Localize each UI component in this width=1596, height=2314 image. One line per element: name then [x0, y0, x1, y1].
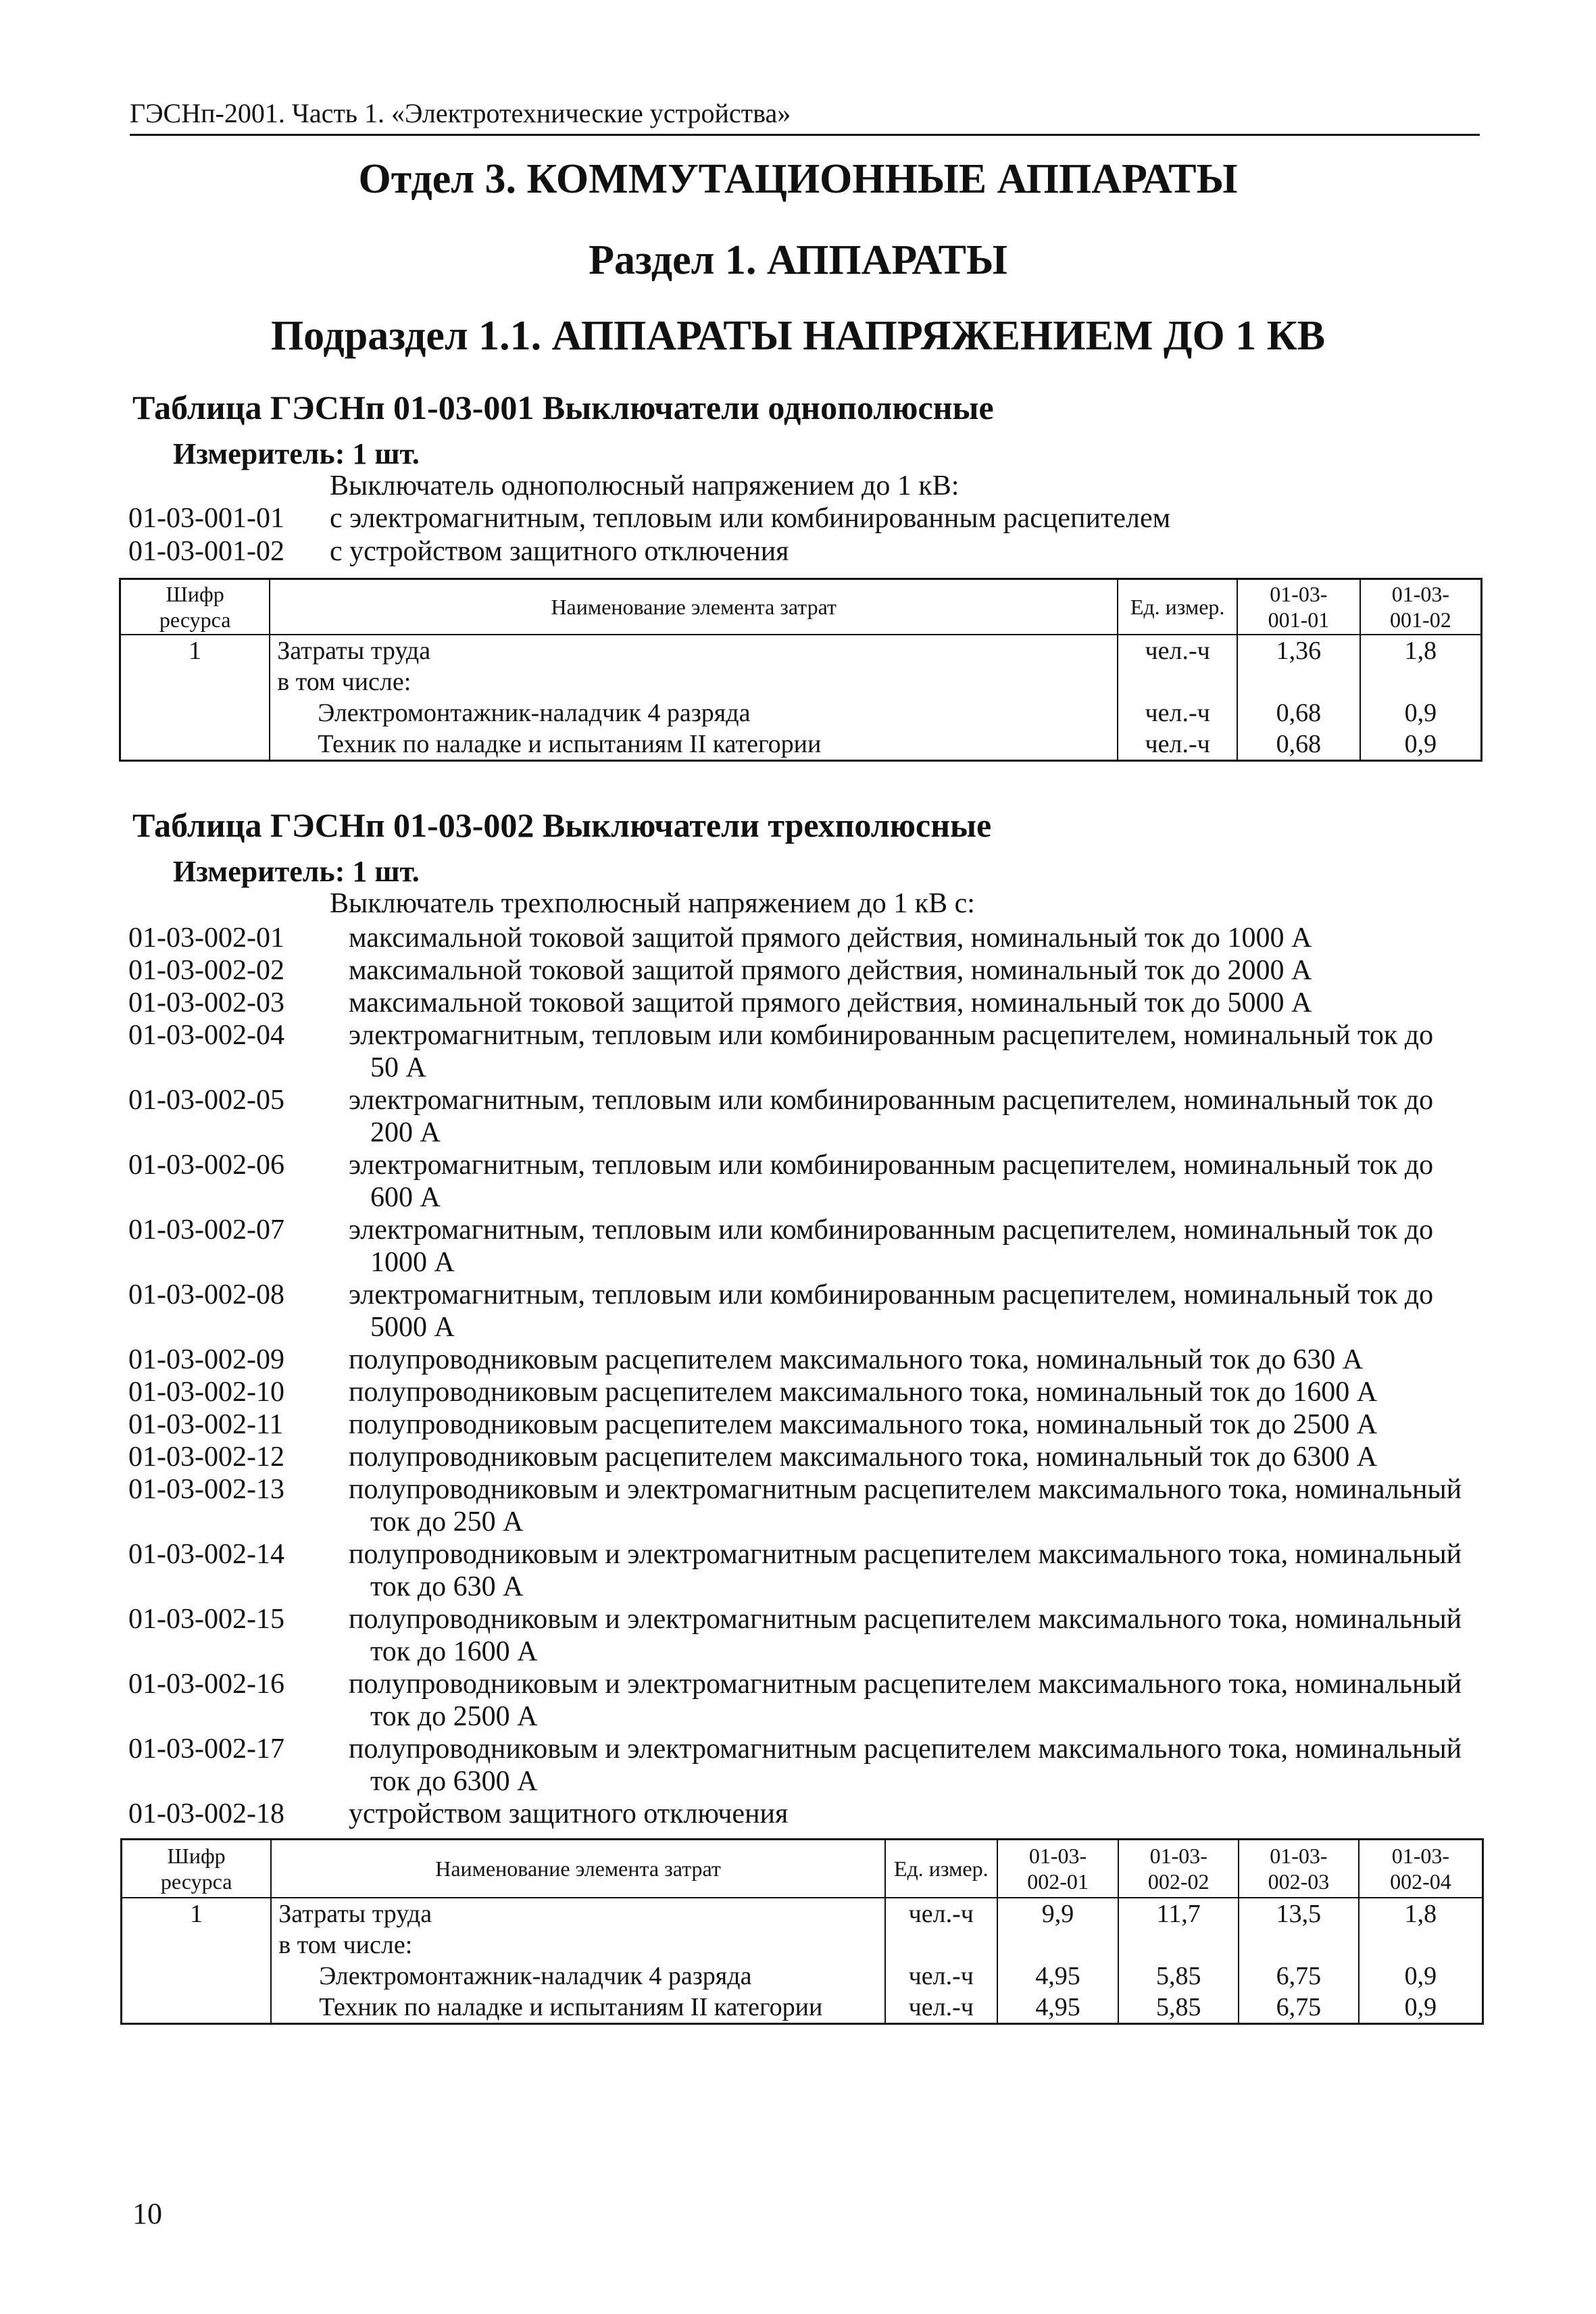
item-code: 01-03-002-08: [128, 1279, 284, 1310]
table-row: [120, 666, 1482, 697]
row-unit: [885, 1929, 997, 1961]
row-resource: 1: [122, 1898, 272, 1929]
item-code: 01-03-001-02: [128, 536, 284, 567]
item-code: 01-03-002-17: [128, 1733, 284, 1765]
row-value: 1,36: [1237, 635, 1360, 666]
item-desc: максимальной токовой защитой прямого действия, номинальный ток до 5000 А: [349, 987, 1312, 1018]
running-header: ГЭСНп-2001. Часть 1. «Электротехнические устройства»: [130, 95, 1480, 136]
row-unit: чел.-ч: [1118, 697, 1237, 729]
table-row: [122, 1898, 1483, 1929]
row-unit: чел.-ч: [1118, 635, 1237, 666]
row-name: Затраты труда: [270, 635, 1118, 666]
table1-measure-label: Измеритель:: [173, 437, 345, 470]
item-code: 01-03-002-01: [128, 922, 284, 954]
header-resource: Шифр ресурса: [122, 1840, 272, 1898]
row-resource: [120, 729, 270, 761]
item-desc-wrap: ток до 6300 А: [370, 1766, 538, 1797]
table1-measure-value: 1 шт.: [352, 437, 420, 470]
row-value: 0,68: [1237, 697, 1360, 729]
row-value: [1359, 1929, 1483, 1961]
table-row: [122, 1992, 1483, 2024]
item-desc: электромагнитным, тепловым или комбинированным расцепителем, номинальный ток до: [349, 1150, 1434, 1181]
row-resource: [120, 666, 270, 697]
row-resource: [122, 1992, 272, 2024]
item-desc-wrap: ток до 250 А: [370, 1506, 524, 1537]
item-desc: с устройством защитного отключения: [330, 536, 789, 567]
item-desc-wrap: 50 А: [370, 1052, 426, 1083]
item-code: 01-03-002-06: [128, 1150, 284, 1181]
item-desc: максимальной токовой защитой прямого действия, номинальный ток до 2000 А: [349, 955, 1312, 986]
row-value: [1237, 666, 1360, 697]
item-code: 01-03-001-01: [128, 503, 284, 534]
row-value: 1,8: [1360, 635, 1482, 666]
item-desc-wrap: ток до 2500 А: [370, 1701, 538, 1732]
item-desc: полупроводниковым расцепителем максимального тока, номинальный ток до 2500 А: [349, 1409, 1378, 1440]
item-desc: полупроводниковым и электромагнитным расцепителем максимального тока, номинальный: [349, 1539, 1462, 1570]
item-code: 01-03-002-12: [128, 1442, 284, 1473]
row-value: 4,95: [997, 1992, 1119, 2024]
header-resource: Шифр ресурса: [120, 579, 270, 635]
item-desc: с электромагнитным, тепловым или комбинированным расцепителем: [330, 503, 1171, 534]
row-unit: чел.-ч: [1118, 729, 1237, 761]
item-code: 01-03-002-16: [128, 1669, 284, 1700]
row-unit: [1118, 666, 1237, 697]
row-value: 9,9: [997, 1898, 1119, 1929]
item-desc-wrap: 600 А: [370, 1182, 441, 1213]
table-row: [120, 697, 1482, 729]
table2-measure-value: 1 шт.: [352, 855, 420, 888]
row-value: 0,9: [1359, 1961, 1483, 1992]
row-name: Техник по наладке и испытаниям II категории: [270, 729, 1118, 761]
table-row: [122, 1929, 1483, 1961]
row-name: Электромонтажник-наладчик 4 разряда: [270, 697, 1118, 729]
header-unit: Ед. измер.: [1118, 579, 1237, 635]
item-code: 01-03-002-10: [128, 1377, 284, 1408]
item-desc-wrap: ток до 630 А: [370, 1571, 524, 1602]
table-row: [120, 729, 1482, 761]
subsubsection-title: Подраздел 1.1. АППАРАТЫ НАПРЯЖЕНИЕМ ДО 1 КВ: [270, 313, 1326, 359]
table1-costs: [119, 578, 1482, 762]
item-desc: электромагнитным, тепловым или комбинированным расцепителем, номинальный ток до: [349, 1279, 1434, 1310]
item-code: 01-03-002-11: [128, 1409, 284, 1440]
table1-title: Таблица ГЭСНп 01-03-001 Выключатели однополюсные: [132, 389, 994, 426]
item-desc-wrap: 5000 А: [370, 1312, 455, 1343]
row-value: 5,85: [1118, 1992, 1239, 2024]
item-desc-wrap: 200 А: [370, 1117, 441, 1148]
row-value: 0,9: [1360, 697, 1482, 729]
row-value: [1360, 666, 1482, 697]
header-name: Наименование элемента затрат: [270, 579, 1118, 635]
item-code: 01-03-002-02: [128, 955, 284, 986]
row-value: 13,5: [1239, 1898, 1359, 1929]
item-desc: электромагнитным, тепловым или комбинированным расцепителем, номинальный ток до: [349, 1020, 1434, 1051]
subsection-title: Раздел 1. АППАРАТЫ: [589, 237, 1007, 283]
item-desc: полупроводниковым и электромагнитным расцепителем максимального тока, номинальный: [349, 1733, 1462, 1765]
row-value: 6,75: [1239, 1992, 1359, 2024]
item-code: 01-03-002-18: [128, 1798, 284, 1829]
row-value: 11,7: [1118, 1898, 1239, 1929]
table2-intro: Выключатель трехполюсный напряжением до 1 кВ с:: [330, 888, 975, 919]
page-number: 10: [132, 2197, 162, 2230]
item-desc: полупроводниковым и электромагнитным расцепителем максимального тока, номинальный: [349, 1669, 1462, 1700]
row-value: 4,95: [997, 1961, 1119, 1992]
row-value: 1,8: [1359, 1898, 1483, 1929]
row-value: 0,68: [1237, 729, 1360, 761]
table-row: [122, 1961, 1483, 1992]
item-desc-wrap: ток до 1600 А: [370, 1636, 538, 1667]
item-desc: полупроводниковым расцепителем максимального тока, номинальный ток до 6300 А: [349, 1442, 1378, 1473]
table2-title: Таблица ГЭСНп 01-03-002 Выключатели трехполюсные: [132, 806, 992, 844]
item-desc: полупроводниковым расцепителем максимального тока, номинальный ток до 630 А: [349, 1344, 1364, 1375]
header-col: 01-03- 001-01: [1237, 579, 1360, 635]
row-unit: чел.-ч: [885, 1992, 997, 2024]
row-resource: [122, 1929, 272, 1961]
item-desc: полупроводниковым и электромагнитным расцепителем максимального тока, номинальный: [349, 1474, 1462, 1505]
row-name: Затраты труда: [271, 1898, 885, 1929]
row-name: Техник по наладке и испытаниям II категории: [271, 1992, 885, 2024]
item-desc-wrap: 1000 А: [370, 1247, 455, 1278]
row-resource: 1: [120, 635, 270, 666]
item-code: 01-03-002-07: [128, 1214, 284, 1246]
item-desc: электромагнитным, тепловым или комбинированным расцепителем, номинальный ток до: [349, 1214, 1434, 1246]
item-desc: максимальной токовой защитой прямого действия, номинальный ток до 1000 А: [349, 922, 1312, 954]
row-value: 0,9: [1359, 1992, 1483, 2024]
row-value: [1239, 1929, 1359, 1961]
row-value: [997, 1929, 1119, 1961]
item-code: 01-03-002-04: [128, 1020, 284, 1051]
header-col: 01-03- 001-02: [1360, 579, 1482, 635]
table1-intro: Выключатель однополюсный напряжением до 1 кВ:: [330, 470, 959, 501]
header-col: 01-03- 002-04: [1359, 1840, 1483, 1898]
header-col: 01-03- 002-03: [1239, 1840, 1359, 1898]
item-code: 01-03-002-03: [128, 987, 284, 1018]
row-name: в том числе:: [270, 666, 1118, 697]
table2-measure: [173, 854, 420, 889]
item-code: 01-03-002-09: [128, 1344, 284, 1375]
header-unit: Ед. измер.: [885, 1840, 997, 1898]
table2-costs: [120, 1838, 1484, 2025]
row-value: 0,9: [1360, 729, 1482, 761]
table2-measure-label: Измеритель:: [173, 855, 345, 888]
header-col: 01-03- 002-01: [997, 1840, 1119, 1898]
item-code: 01-03-002-14: [128, 1539, 284, 1570]
item-desc: полупроводниковым расцепителем максимального тока, номинальный ток до 1600 А: [349, 1377, 1378, 1408]
item-code: 01-03-002-15: [128, 1604, 284, 1635]
section-title: Отдел 3. КОММУТАЦИОННЫЕ АППАРАТЫ: [358, 156, 1238, 202]
row-name: Электромонтажник-наладчик 4 разряда: [271, 1961, 885, 1992]
item-desc: электромагнитным, тепловым или комбинированным расцепителем, номинальный ток до: [349, 1085, 1434, 1116]
item-code: 01-03-002-05: [128, 1085, 284, 1116]
row-value: 6,75: [1239, 1961, 1359, 1992]
row-value: 5,85: [1118, 1961, 1239, 1992]
item-desc: устройством защитного отключения: [349, 1798, 789, 1829]
table-row: [120, 635, 1482, 666]
row-value: [1118, 1929, 1239, 1961]
row-resource: [122, 1961, 272, 1992]
row-resource: [120, 697, 270, 729]
table1-measure: [173, 437, 420, 471]
header-name: Наименование элемента затрат: [271, 1840, 885, 1898]
row-unit: чел.-ч: [885, 1898, 997, 1929]
item-code: 01-03-002-13: [128, 1474, 284, 1505]
item-desc: полупроводниковым и электромагнитным расцепителем максимального тока, номинальный: [349, 1604, 1462, 1635]
row-unit: чел.-ч: [885, 1961, 997, 1992]
header-col: 01-03- 002-02: [1118, 1840, 1239, 1898]
row-name: в том числе:: [271, 1929, 885, 1961]
